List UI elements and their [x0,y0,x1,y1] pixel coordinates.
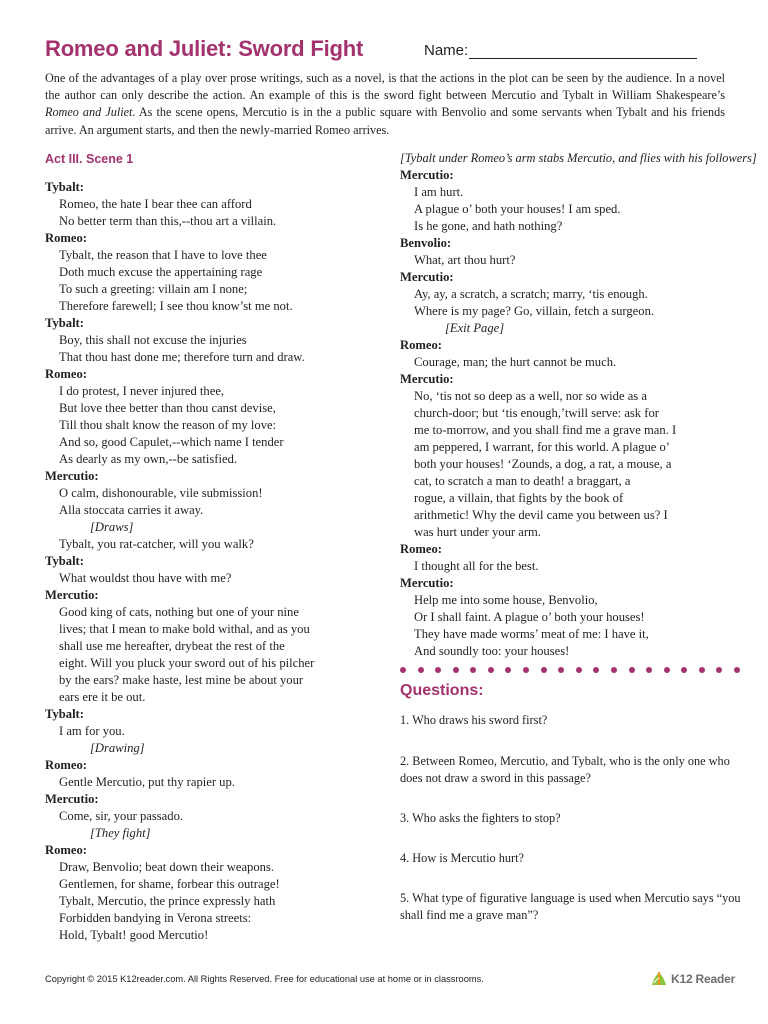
dialogue-line: I am for you. [59,724,125,738]
divider-dot [629,667,635,673]
dialogue-line: both your houses! ‘Zounds, a dog, a rat, a mouse, a [414,457,672,471]
dialogue-line: arithmetic! Why the devil came you between us? I [414,508,668,522]
act-heading: Act III. Scene 1 [45,152,134,166]
dialogue-line: church-door; but ‘tis enough,’twill serve: ask for [414,406,659,420]
divider-dot [611,667,617,673]
dialogue-line: Gentlemen, for shame, forbear this outrage! [59,877,280,891]
script-left-column [45,152,375,944]
speaker-name: Mercutio: [45,469,99,483]
dialogue-line: What wouldst thou have with me? [59,571,232,585]
dialogue-line: I thought all for the best. [414,559,539,573]
dialogue-line: Ay, ay, a scratch, a scratch; marry, ‘tis enough. [414,287,648,301]
dialogue-line: rogue, a villain, that fights by the book of [414,491,624,505]
dialogue-line: No better term than this,--thou art a villain. [59,214,277,228]
dialogue-line: by the ears? make haste, lest mine be about your [59,673,304,687]
leaf-logo-icon [650,971,668,987]
dialogue-line: Is he gone, and hath nothing? [414,219,563,233]
speaker-name: Tybalt: [45,316,84,330]
dialogue-line: That thou hast done me; therefore turn and draw. [59,350,305,364]
dialogue-line: Or I shall faint. A plague o’ both your houses! [414,610,645,624]
dotted-divider [400,666,740,674]
dialogue-line: Tybalt, you rat-catcher, will you walk? [59,537,254,551]
intro-text-2: . As the scene opens, Mercutio is in the a public square with Benvolio and some servants when Tybalt and his friends arrive. An argument starts, and then the newly-married Romeo arrives. [45,105,725,137]
question-4: 4. How is Mercutio hurt? [400,851,524,865]
divider-dot [453,667,459,673]
divider-dot [646,667,652,673]
dialogue-line: But love thee better than thou canst devise, [59,401,276,415]
speaker-name: Benvolio: [400,236,452,250]
dialogue-line: Come, sir, your passado. [59,809,184,823]
k12reader-logo [650,968,735,990]
question-1: 1. Who draws his sword first? [400,713,548,727]
dialogue-line: Help me into some house, Benvolio, [414,593,598,607]
speaker-name: Mercutio: [400,270,454,284]
script-right-column [400,151,757,660]
dialogue-line: Hold, Tybalt! good Mercutio! [59,928,209,942]
stage-direction: [Draws] [90,520,134,534]
dialogue-line: cat, to scratch a man to death! a braggart, a [414,474,631,488]
speaker-name: Mercutio: [400,168,454,182]
speaker-name: Romeo: [400,542,442,556]
intro-play-title: Romeo and Juliet [45,105,133,120]
logo-text: K12 Reader [671,972,736,986]
stage-direction: [Exit Page] [445,321,505,335]
left-script-lines [45,179,375,944]
name-field-line[interactable] [469,58,697,59]
dialogue-line: Draw, Benvolio; beat down their weapons. [59,860,274,874]
name-label: Name: [424,42,469,59]
divider-dot [593,667,599,673]
divider-dot [576,667,582,673]
stage-direction: [Tybalt under Romeo’s arm stabs Mercutio, and flies with his followers] [400,151,757,165]
dialogue-line: eight. Will you pluck your sword out of his pilcher [59,656,315,670]
dialogue-line: A plague o’ both your houses! I am sped. [414,202,621,216]
dialogue-line: To such a greeting: villain am I none; [59,282,248,296]
speaker-name: Romeo: [400,338,442,352]
dialogue-line: What, art thou hurt? [414,253,516,267]
dialogue-line: I am hurt. [414,185,464,199]
dialogue-line: Tybalt, the reason that I have to love thee [59,248,267,262]
intro-paragraph [45,70,725,139]
divider-dot [558,667,564,673]
dialogue-line: Gentle Mercutio, put thy rapier up. [59,775,235,789]
divider-dot [488,667,494,673]
stage-direction: [They fight] [90,826,151,840]
question-5: 5. What type of figurative language is used when Mercutio says “you shall find me a grave man”? [400,891,741,922]
dialogue-line: And so, good Capulet,--which name I tender [59,435,284,449]
speaker-name: Mercutio: [45,588,99,602]
speaker-name: Tybalt: [45,707,84,721]
divider-dot [418,667,424,673]
dialogue-line: me to-morrow, and you shall find me a grave man. I [414,423,677,437]
dialogue-line: Romeo, the hate I bear thee can afford [59,197,252,211]
questions-heading: Questions: [400,682,484,699]
divider-dot [716,667,722,673]
question-2: 2. Between Romeo, Mercutio, and Tybalt, who is the only one who does not draw a sword in this passage? [400,754,730,785]
divider-dot [505,667,511,673]
divider-dot [523,667,529,673]
dialogue-line: And soundly too: your houses! [414,644,570,658]
dialogue-line: As dearly as my own,--be satisfied. [59,452,238,466]
speaker-name: Tybalt: [45,180,84,194]
dialogue-line: lives; that I mean to make bold withal, and as you [59,622,310,636]
speaker-name: Mercutio: [400,576,454,590]
dialogue-line: No, ‘tis not so deep as a well, nor so wide as a [414,389,647,403]
dialogue-line: Till thou shalt know the reason of my love: [59,418,277,432]
question-3: 3. Who asks the fighters to stop? [400,811,561,825]
page-title: Romeo and Juliet: Sword Fight [45,36,364,61]
dialogue-line: Alla stoccata carries it away. [59,503,204,517]
dialogue-line: ears ere it be out. [59,690,146,704]
divider-dot [541,667,547,673]
dialogue-line: Good king of cats, nothing but one of your nine [59,605,299,619]
stage-direction: [Drawing] [90,741,145,755]
dialogue-line: They have made worms’ meat of me: I have it, [414,627,649,641]
speaker-name: Tybalt: [45,554,84,568]
dialogue-line: Therefore farewell; I see thou know’st me not. [59,299,293,313]
dialogue-line: was hurt under your arm. [414,525,541,539]
dialogue-line: Boy, this shall not excuse the injuries [59,333,247,347]
divider-dot [435,667,441,673]
dialogue-line: Tybalt, Mercutio, the prince expressly hath [59,894,276,908]
intro-text-1: One of the advantages of a play over prose writings, such as a novel, is that the actions in the plot can be seen by the audience. In a novel the author can only describe the action. An example of this is the sword fight between Mercutio and Tybalt in William Shakespeare’s [45,71,725,103]
divider-dot [664,667,670,673]
dialogue-line: O calm, dishonourable, vile submission! [59,486,263,500]
speaker-name: Romeo: [45,758,87,772]
speaker-name: Romeo: [45,231,87,245]
dialogue-line: shall use me hereafter, drybeat the rest of the [59,639,285,653]
speaker-name: Mercutio: [400,372,454,386]
divider-dot [470,667,476,673]
speaker-name: Romeo: [45,367,87,381]
speaker-name: Mercutio: [45,792,99,806]
dialogue-line: Courage, man; the hurt cannot be much. [414,355,617,369]
dialogue-line: I do protest, I never injured thee, [59,384,225,398]
right-script-lines [400,150,757,660]
divider-dot [681,667,687,673]
dialogue-line: Doth much excuse the appertaining rage [59,265,263,279]
dialogue-line: Forbidden bandying in Verona streets: [59,911,252,925]
dialogue-line: Where is my page? Go, villain, fetch a surgeon. [414,304,655,318]
divider-dot [400,667,406,673]
dialogue-line: am peppered, I warrant, for this world. A plague o’ [414,440,670,454]
copyright-footer: Copyright © 2015 K12reader.com. All Rights Reserved. Free for educational use at home or in classrooms. [45,974,484,984]
speaker-name: Romeo: [45,843,87,857]
divider-dot [699,667,705,673]
divider-dot [734,667,740,673]
